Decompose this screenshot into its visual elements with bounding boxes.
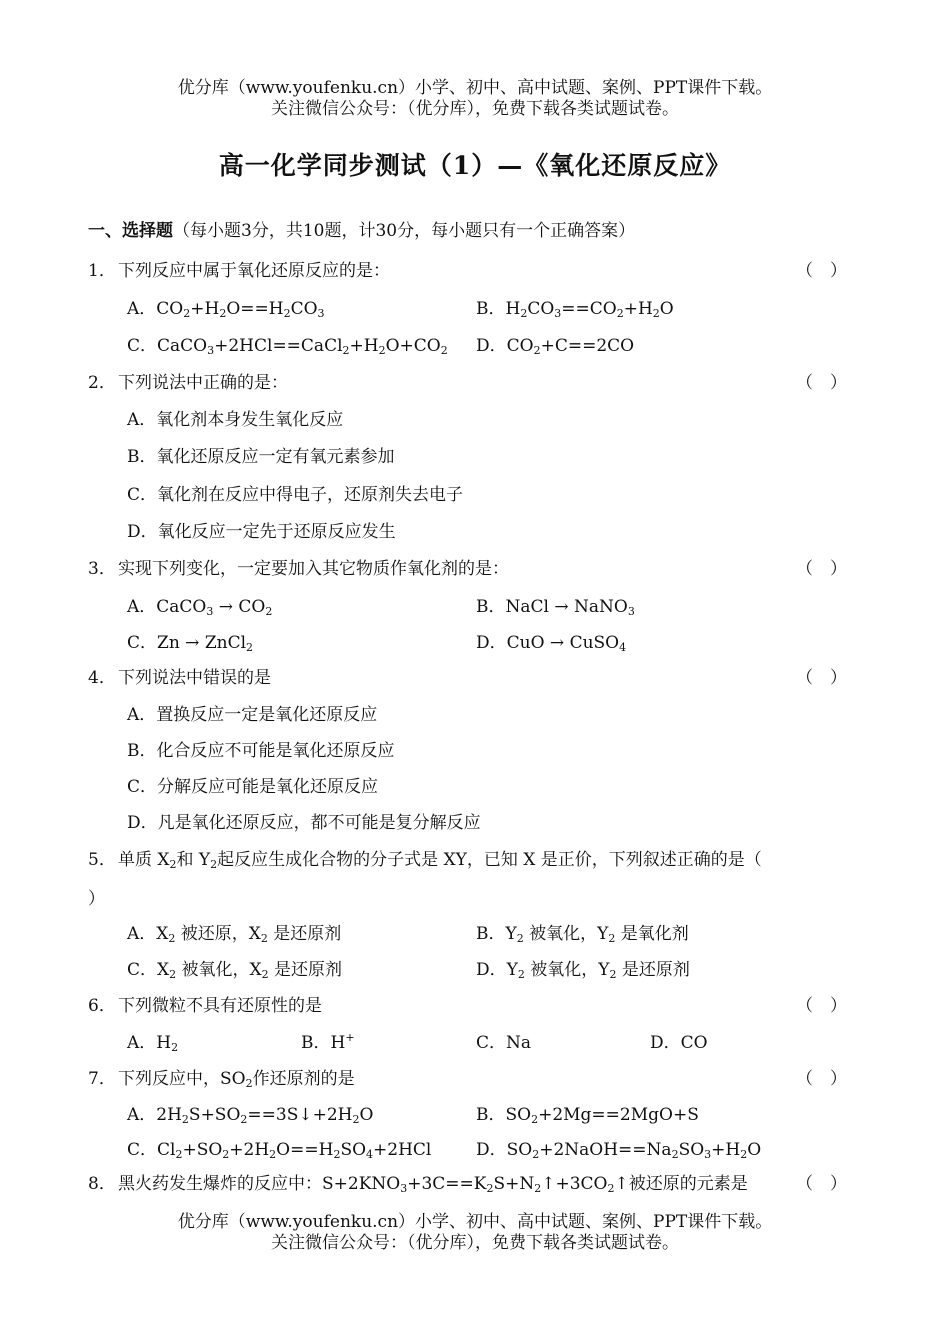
question-text: 被还原的元素是 <box>628 1174 748 1194</box>
q3-option-b: B．NaCl → NaNO$_3$ <box>476 597 635 618</box>
q4-option-b: B．化合反应不可能是氧化还原反应 <box>127 741 395 761</box>
q1-option-d: D．$CO_2+C==2CO$ <box>476 336 635 357</box>
answer-blank-3[interactable]: （ ） <box>796 559 847 579</box>
q1-option-c: C．$CaCO_3+2HCl==CaCl_2+H_2O+CO_2$ <box>127 336 448 357</box>
question-6 <box>88 991 322 1016</box>
q6-option-c: C．Na <box>476 1033 532 1053</box>
question-8: 8． 黑火药发生爆炸的反应中：$S+2KNO_3+3C==K_2S+N_2↑+3CO_2↑$被还原的元素是 <box>88 1169 748 1194</box>
q2-option-b: B．氧化还原反应一定有氧元素参加 <box>127 447 395 467</box>
question-7: 7． 下列反应中，$SO_2$作还原剂的是 <box>88 1064 355 1089</box>
question-number: 7． <box>88 1069 116 1089</box>
section-note: （每小题3分，共10题，计30分，每小题只有一个正确答案） <box>173 221 636 241</box>
question-number: 6． <box>88 996 116 1016</box>
q5-option-b: B．$Y_2$ 被氧化，$Y_2$ 是氧化剂 <box>476 924 689 945</box>
answer-blank-6[interactable]: （ ） <box>796 996 847 1016</box>
footer-line-2: 关注微信公众号：（优分库），免费下载各类试题试卷。 <box>271 1233 679 1253</box>
q5-option-d: D．$Y_2$ 被氧化，$Y_2$ 是还原剂 <box>476 960 690 981</box>
q6-option-d: D．CO <box>650 1033 708 1053</box>
q6-option-a: A．$H_2$ <box>127 1033 179 1054</box>
q5-option-c: C．$X_2$ 被氧化，$X_2$ 是还原剂 <box>127 960 343 981</box>
q7-option-d: D．$SO_2+2NaOH==Na_2SO_3+H_2O$ <box>476 1140 762 1161</box>
question-text: 和 Y <box>176 850 211 870</box>
question-5: 5． 单质 $X_2$和 $Y_2$起反应生成化合物的分子式是 XY，已知 X 是正价，下列叙述正确的是（ <box>88 845 762 870</box>
q3-option-c: C．Zn → ZnCl$_2$ <box>127 633 254 654</box>
question-number: 4． <box>88 668 116 688</box>
answer-blank-2[interactable]: （ ） <box>796 373 847 393</box>
question-1 <box>88 256 390 281</box>
question-number: 1． <box>88 261 116 281</box>
q2-option-d: D．氧化反应一定先于还原反应发生 <box>127 522 396 542</box>
question-text: 下列说法中错误的是 <box>118 668 271 688</box>
question-3 <box>88 554 509 579</box>
q2-option-c: C．氧化剂在反应中得电子，还原剂失去电子 <box>127 485 464 505</box>
header-line-2: 关注微信公众号：（优分库），免费下载各类试题试卷。 <box>271 99 679 119</box>
q3-option-d: D．CuO → CuSO$_4$ <box>476 633 627 654</box>
question-5-tail[interactable]: ） <box>88 889 105 909</box>
page-title: 高一化学同步测试（1）—《氧化还原反应》 <box>218 151 732 180</box>
q3-option-a: A．CaCO$_3$ → $CO_2$ <box>127 597 273 618</box>
answer-blank-1[interactable]: （ ） <box>796 261 847 281</box>
question-number: 2． <box>88 373 116 393</box>
answer-blank-4[interactable]: （ ） <box>796 668 847 688</box>
section-heading <box>88 216 635 241</box>
q5-option-a: A．$X_2$ 被还原，$X_2$ 是还原剂 <box>127 924 342 945</box>
question-number: 8． <box>88 1174 116 1194</box>
question-text: 下列反应中，SO <box>118 1069 246 1089</box>
question-text: 单质 X <box>118 850 170 870</box>
q1-option-a: A．$CO_2+H_2O==H_2CO_3$ <box>127 299 325 320</box>
q4-option-c: C．分解反应可能是氧化还原反应 <box>127 777 379 797</box>
question-number: 3． <box>88 559 116 579</box>
question-4 <box>88 663 271 688</box>
question-text: 起反应生成化合物的分子式是 XY，已知 X 是正价，下列叙述正确的是（ <box>217 850 762 870</box>
q2-option-a: A．氧化剂本身发生氧化反应 <box>127 410 344 430</box>
section-title: 一、选择题 <box>88 221 173 241</box>
q4-option-d: D．凡是氧化还原反应，都不可能是复分解反应 <box>127 813 481 833</box>
footer-line-1: 优分库（www.youfenku.cn）小学、初中、高中试题、案例、PPT课件下载。 <box>177 1212 773 1232</box>
q6-option-b: B．H+ <box>301 1031 355 1053</box>
question-number: 5． <box>88 850 116 870</box>
question-2 <box>88 368 288 393</box>
question-text: 黑火药发生爆炸的反应中：S+2KNO <box>118 1174 401 1194</box>
question-text: 下列反应中属于氧化还原反应的是： <box>118 261 390 281</box>
q7-option-a: A．$2H_2S+SO_2==3S↓+2H_2O$ <box>127 1105 374 1126</box>
question-text: 下列说法中正确的是： <box>118 373 288 393</box>
question-text: 作还原剂的是 <box>252 1069 355 1089</box>
question-text: 实现下列变化，一定要加入其它物质作氧化剂的是： <box>118 559 509 579</box>
q7-option-c: C．$Cl_2+SO_2+2H_2O==H_2SO_4+2HCl$ <box>127 1140 432 1161</box>
question-text: 下列微粒不具有还原性的是 <box>118 996 322 1016</box>
answer-blank-8[interactable]: （ ） <box>796 1174 847 1194</box>
answer-blank-7[interactable]: （ ） <box>796 1069 847 1089</box>
header-line-1: 优分库（www.youfenku.cn）小学、初中、高中试题、案例、PPT课件下载。 <box>177 78 773 98</box>
q1-option-b: B．$H_2CO_3==CO_2+H_2O$ <box>476 299 674 320</box>
q7-option-b: B．$SO_2+2Mg==2MgO+S$ <box>476 1105 699 1126</box>
q4-option-a: A．置换反应一定是氧化还原反应 <box>127 705 378 725</box>
